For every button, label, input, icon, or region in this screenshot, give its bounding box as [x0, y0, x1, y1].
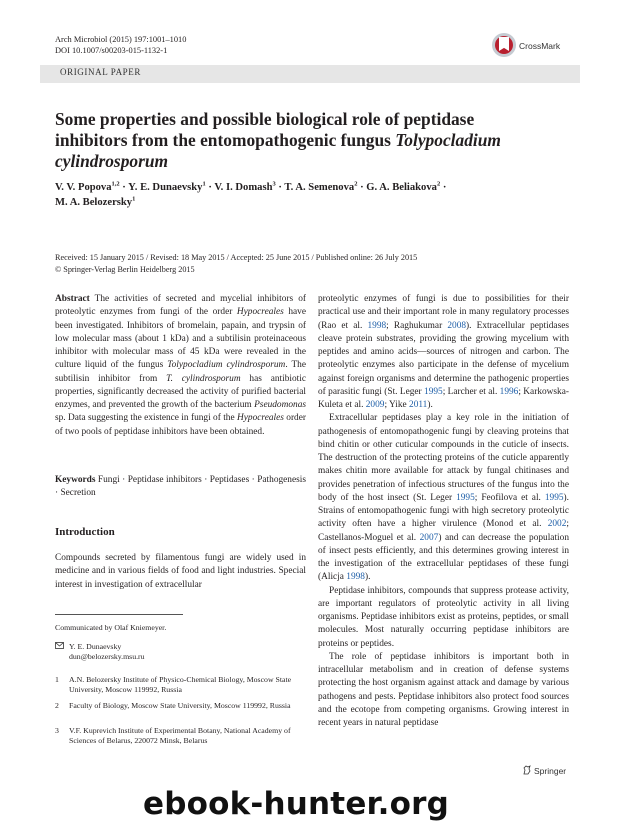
crossmark-label: CrossMark [519, 41, 561, 51]
paper-title [55, 109, 535, 172]
citation-link[interactable]: 1995 [456, 492, 475, 503]
communicated-by: Communicated by Olaf Kniemeyer. [55, 623, 167, 632]
citation-link[interactable]: 1998 [367, 320, 387, 331]
publisher-logo [522, 765, 566, 776]
affiliation-3: 3 V.F. Kuprevich Institute of Experimental Botany, National Academy of Sciences of Belarus, 220072 Minsk, Belarus [55, 726, 291, 746]
paragraph: proteolytic enzymes of fungi is due to possibilities for their practical use and their important role in many regulatory processes (Rao et al. 1998; Raghukumar 2008). Extracellular peptidases cleave protein substrates, providing the growing mycelium with peptides and amino acids—sources of nitrogen and carbon. The proteolytic enzymes also participate in the defense of mycelium against foreign organisms and determine the pathogenic properties of parasitic fungi (St. Leger 1995; Larcher et al. 1996; Karkowska-Kuleta et al. 2009; Yike 2011). [318, 294, 569, 410]
author-name[interactable]: M. A. Belozersky [55, 197, 133, 208]
title-species: Tolypocladium cylindrosporum [55, 130, 501, 171]
springer-horse-icon [522, 765, 532, 775]
citation-link[interactable]: 2011 [409, 400, 428, 410]
journal-header [55, 34, 186, 56]
citation-link[interactable]: 2009 [365, 400, 385, 410]
author-affiliation-ref: 1 [202, 180, 206, 188]
journal-reference: Arch Microbiol (2015) 197:1001–1010 [55, 35, 187, 44]
envelope-icon [55, 642, 64, 652]
corresponding-author [55, 642, 305, 664]
paragraph: Peptidase inhibitors, compounds that suppress protease activity, are important regulators of proteolytic activity in all living organisms. Peptidase inhibitors exist as proteins, peptides, or small molecules. Most naturally occurring peptidase inhibitors are proteins or peptides. [318, 585, 569, 649]
publisher-name: Springer [534, 766, 567, 776]
author-affiliation-ref: 3 [272, 180, 276, 188]
author-name[interactable]: V. I. Domash [214, 182, 273, 193]
author-affiliation-ref: 1,2 [111, 180, 120, 188]
author-affiliation-ref: 1 [132, 195, 136, 203]
author-name[interactable]: G. A. Beliakova [366, 182, 437, 193]
author-affiliation-ref: 2 [354, 180, 358, 188]
paragraph: The role of peptidase inhibitors is important both in intracellular metabolism and in creation of defense systems protecting the host organism against attack and damage by various pathogens and pests. Peptidase inhibitors also protect food sources and the ecotope from competing organisms. Growing interest in recent years in natural peptidase [318, 651, 569, 728]
intro-paragraph: Compounds secreted by filamentous fungi are widely used in medicine and in various fields of food and light industries. Special interest in investigation of extracellular [55, 553, 306, 590]
footnote-divider [55, 614, 183, 615]
abstract-label: Abstract [55, 294, 90, 304]
corresponding-email[interactable]: dun@belozersky.msu.ru [69, 652, 145, 662]
keywords-text: Fungi · Peptidase inhibitors · Peptidases · Pathogenesis · Secretion [55, 475, 306, 499]
keywords-label: Keywords [55, 475, 96, 485]
crossmark-icon [492, 33, 516, 57]
citation-link[interactable]: 1995 [544, 492, 564, 503]
history-dates: Received: 15 January 2015 / Revised: 18 May 2015 / Accepted: 25 June 2015 / Published online: 26 July 2015 [55, 253, 418, 262]
citation-link[interactable]: 1996 [499, 386, 519, 397]
keywords [55, 474, 306, 501]
watermark: ebook-hunter.org [143, 786, 449, 822]
citation-link[interactable]: 1995 [424, 386, 443, 397]
corresponding-name: Y. E. Dunaevsky [69, 642, 122, 651]
section-label: ORIGINAL PAPER [60, 67, 141, 77]
crossmark-badge[interactable] [492, 33, 562, 59]
author-list: V. V. Popova$^{1,2}$ · Y. E. Dunaevsky$^1$ · V. I. Domash$^3$ · T. A. Semenova$^2$ · G. A. Beliakova$^2$ · M. A. Belozersky$^1$ [55, 180, 447, 208]
affiliation-2: 2 Faculty of Biology, Moscow State University, Moscow 119992, Russia [55, 701, 291, 710]
affiliation-1: 1 A.N. Belozersky Institute of Physico-Chemical Biology, Moscow State University, Moscow 119992, Russia [55, 675, 292, 695]
citation-link[interactable]: 2007 [419, 532, 439, 543]
title-main: Some properties and possible biological role of peptidase inhibitors from the entomopathogenic fungus [55, 109, 475, 150]
section-heading-introduction: Introduction [55, 526, 115, 538]
doi[interactable]: DOI 10.1007/s00203-015-1132-1 [55, 46, 168, 55]
citation-link[interactable]: 2002 [547, 519, 567, 530]
author-name[interactable]: V. V. Popova [55, 182, 112, 193]
citation-link[interactable]: 2008 [447, 320, 467, 331]
author-affiliation-ref: 2 [436, 180, 441, 188]
publication-history [55, 252, 575, 275]
citation-link[interactable]: 1998 [346, 572, 365, 583]
paragraph: Extracellular peptidases play a key role in the initiation of pathogenesis of entomopathogenic fungi by cleaving proteins that bind chitin or other cuticular compounds in the cuticle of insects. The destruction of the protecting proteins of the cuticle apparently makes chitin more available for attack by fungal chitinases and provides penetration of infectious structures of the fungus into the body of the host insect (St. Leger 1995; Feofilova et al. 1995). Strains of entomopathogenic fungi with high secretory proteolytic activity often have a higher virulence (Monod et al. 2002; Castellanos-Moguel et al. 2007) and can decrease the population of insect pests efficiently, and this determines growing interest in the investigation of the extracellular peptidases of these fungi (Alicja 1998). [318, 413, 569, 583]
right-column [318, 293, 569, 730]
author-name[interactable]: T. A. Semenova [284, 182, 355, 193]
abstract: Abstract The activities of secreted and mycelial inhibitors of proteolytic enzymes from fungi of the order Hypocreales have been investigated. Inhibitors of bromelain, papain, and trypsin of low molecular mass (about 1 kDa) and a subtilisin proteinaceous inhibitor with molecular mass of 45 kDa were revealed in the culture liquid of the fungus Tolypocladium cylindrosporum. The subtilisin inhibitor from T. cylindrosporum has antibiotic properties, significantly decreased the activity of purified bacterial enzymes, and prevented the growth of the bacterium Pseudomonas sp. Data suggesting the existence in fungi of the Hypocreales order of two pools of peptidase inhibitors have been obtained. [55, 294, 306, 437]
copyright-line: © Springer-Verlag Berlin Heidelberg 2015 [55, 264, 195, 274]
author-name[interactable]: Y. E. Dunaevsky [128, 182, 203, 193]
